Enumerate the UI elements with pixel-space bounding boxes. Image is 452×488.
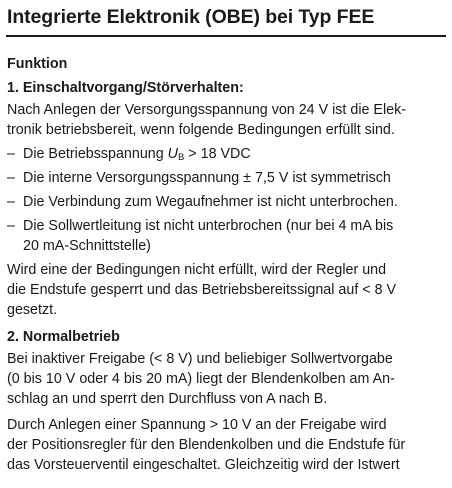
text-line: die Endstufe gesperrt und das Betriebsbereitssignal auf < 8 V [7,282,397,298]
list-item-internal-supply [7,168,449,188]
paragraph-normal-2 [7,415,449,475]
paragraph-einschalt-outro [7,260,449,320]
bullet-dash: – [7,146,15,162]
paragraph-normal-1 [7,349,449,409]
subsection-heading-normalbetrieb: 2. Normalbetrieb [7,329,120,345]
text-line: Nach Anlegen der Versorgungsspannung von 24 V ist die Elek- [7,102,406,118]
conditions-list [7,144,449,256]
text-line: Die Sollwertleitung ist nicht unterbrochen (nur bei 4 mA bis [23,218,394,234]
text-line: (0 bis 10 V oder 4 bis 20 mA) liegt der Blendenkolben am An- [7,371,395,387]
list-item-operating-voltage [7,144,449,164]
list-item-setpoint-line [7,216,449,256]
text-line: tronik betriebsbereit, wenn folgende Bedingungen erfüllt sind. [7,122,395,138]
text-line: Wird eine der Bedingungen nicht erfüllt, wird der Regler und [7,262,387,278]
voltage-symbol: U [167,146,178,162]
section-heading-funktion: Funktion [7,56,68,72]
list-item-sensor-connection [7,192,449,212]
text-line: Die Verbindung zum Wegaufnehmer ist nicht unterbrochen. [23,194,398,210]
bullet-text-pre: Die Betriebsspannung [23,146,168,162]
text-line: Durch Anlegen einer Spannung > 10 V an der Freigabe wird [7,417,387,433]
subsection-heading-einschaltvorgang: 1. Einschaltvorgang/Störverhalten: [7,80,244,96]
text-line: Die interne Versorgungsspannung ± 7,5 V ist symmetrisch [23,170,391,186]
bullet-text-post: > 18 VDC [184,146,251,162]
document-body [7,54,449,475]
text-line: der Positionsregler für den Blendenkolben und die Endstufe für [7,437,406,453]
title-underline [6,35,446,37]
text-line: schlag an und sperrt den Durchfluss von A nach B. [7,391,328,407]
text-line [23,144,449,164]
bullet-dash: – [7,218,15,234]
text-line: das Vorsteuerventil eingeschaltet. Gleichzeitig wird der Istwert [7,457,400,473]
bullet-dash: – [7,194,15,210]
bullet-dash: – [7,170,15,186]
voltage-subscript: B [177,152,185,163]
text-line: gesetzt. [7,302,58,318]
text-line: Bei inaktiver Freigabe (< 8 V) und beliebiger Sollwertvorgabe [7,351,393,367]
text-line: 20 mA-Schnittstelle) [23,238,151,254]
document-title: Integrierte Elektronik (OBE) bei Typ FEE [7,6,375,28]
paragraph-einschalt-intro [7,100,449,140]
